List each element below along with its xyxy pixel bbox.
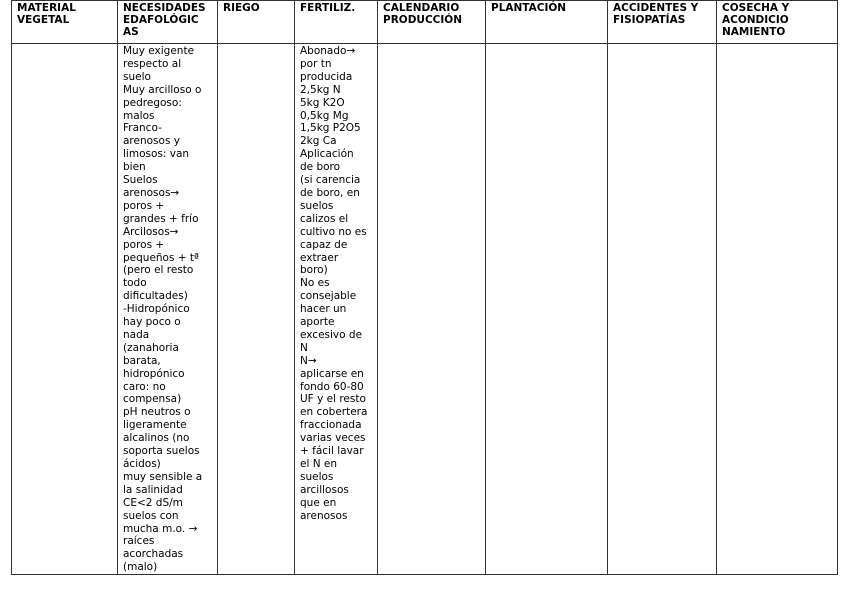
fertiliz-line: varias veces [300,432,366,445]
necesidades-line: bien [123,161,146,174]
fertiliz-line: arcillosos [300,483,349,496]
necesidades-text [118,44,217,574]
necesidades-line: suelo [123,70,151,83]
fertiliz-line: producida [300,70,353,83]
fertiliz-line: Abonado→ [300,45,356,57]
fertiliz-line: por tn [300,57,332,70]
necesidades-line: (pero el resto [123,264,194,277]
table-row [12,44,838,575]
necesidades-line: pH neutros o [123,406,191,419]
cell-plantacion [486,44,608,575]
header-riego: RIEGO [218,1,295,44]
fertiliz-line: suelos [300,199,334,212]
necesidades-line: todo [123,277,147,290]
fertiliz-line: 0,5kg Mg [300,109,349,122]
header-material-vegetal: MATERIAL VEGETAL [12,1,118,44]
fertiliz-line: fondo 60-80 [300,380,364,393]
necesidades-line: grandes + frío [123,212,199,225]
fertiliz-line: suelos [300,470,334,483]
fertiliz-line: + fácil lavar [300,445,364,458]
necesidades-line: malos [123,109,155,122]
necesidades-line: mucha m.o. → [123,522,198,535]
necesidades-line: nada [123,328,150,341]
fertiliz-line: de boro [300,161,341,174]
fertiliz-line: 2,5kg N [300,83,341,96]
necesidades-line: (zanahoria [123,341,179,354]
fertiliz-text [295,44,377,523]
header-necesidades-edafologicas: NECESIDADES EDAFOLÓGIC AS [118,1,218,44]
necesidades-line: poros + [123,199,165,212]
necesidades-line: la salinidad [123,483,183,496]
necesidades-line: caro: no [123,380,166,393]
necesidades-line: -Hidropónico [123,303,190,316]
necesidades-line: Arcilosos→ [123,225,179,238]
necesidades-line: Suelos [123,174,158,187]
necesidades-line: Muy exigente [123,45,195,57]
fertiliz-line: N [300,341,308,354]
necesidades-line: limosos: van [123,148,190,161]
necesidades-line: alcalinos (no [123,432,190,445]
fertiliz-line: UF y el resto [300,393,366,406]
necesidades-line: acorchadas [123,548,184,561]
necesidades-line: (malo) [123,561,158,574]
necesidades-line: ácidos) [123,458,161,470]
fertiliz-line: aporte [300,316,335,329]
fertiliz-line: que en [300,496,337,509]
cell-calendario-produccion [378,44,486,575]
necesidades-line: muy sensible a [123,470,203,483]
fertiliz-line: N→ [300,354,317,367]
necesidades-line: ligeramente [123,419,187,432]
necesidades-line: pedregoso: [123,96,182,109]
necesidades-line: hidropónico [123,367,185,380]
fertiliz-line: fraccionada [300,419,362,432]
crop-info-table [11,0,838,575]
necesidades-line: arenosos y [123,135,180,148]
necesidades-line: compensa) [123,393,182,406]
necesidades-line: arenosos→ [123,186,180,199]
necesidades-line: suelos con [123,509,179,522]
fertiliz-line: capaz de [300,238,348,251]
necesidades-line: barata, [123,354,161,367]
necesidades-line: respecto al [123,57,182,70]
necesidades-line: poros + [123,238,165,251]
cell-accidentes-fisiopatias [608,44,717,575]
header-fertiliz: FERTILIZ. [295,1,378,44]
cell-fertiliz [295,44,378,575]
header-accidentes-fisiopatias: ACCIDENTES Y FISIOPATÍAS [608,1,717,44]
header-plantacion: PLANTACIÓN [486,1,608,44]
fertiliz-line: No es [300,277,330,290]
necesidades-line: soporta suelos [123,445,200,458]
fertiliz-line: extraer [300,251,339,264]
fertiliz-line: 1,5kg P2O5 [300,122,361,135]
necesidades-line: dificultades) [123,290,188,303]
fertiliz-line: arenosos [300,509,348,522]
header-calendario-produccion: CALENDARIO PRODUCCIÓN [378,1,486,44]
fertiliz-line: Aplicación [300,148,354,161]
fertiliz-line: el N en [300,458,338,470]
header-cosecha-acondicionamiento: COSECHA Y ACONDICIO NAMIENTO [717,1,838,44]
necesidades-line: Franco- [123,122,162,135]
header-row [12,1,838,44]
fertiliz-line: calizos el [300,212,349,225]
fertiliz-line: boro) [300,264,328,277]
fertiliz-line: 2kg Ca [300,135,337,148]
fertiliz-line: excesivo de [300,328,363,341]
fertiliz-line: de boro, en [300,186,360,199]
fertiliz-line: 5kg K2O [300,96,345,109]
fertiliz-line: (si carencia [300,174,361,187]
necesidades-line: Muy arcilloso o [123,83,202,96]
cell-material-vegetal [12,44,118,575]
cell-cosecha-acondicionamiento [717,44,838,575]
fertiliz-line: en cobertera [300,406,368,419]
cell-necesidades-edafologicas [118,44,218,575]
necesidades-line: pequeños + tª [123,251,199,264]
fertiliz-line: aplicarse en [300,367,364,380]
cell-riego [218,44,295,575]
necesidades-line: raíces [123,535,155,548]
fertiliz-line: consejable [300,290,357,303]
fertiliz-line: hacer un [300,303,347,316]
necesidades-line: hay poco o [123,316,181,329]
necesidades-line: CE<2 dS/m [123,496,183,509]
fertiliz-line: cultivo no es [300,225,367,238]
